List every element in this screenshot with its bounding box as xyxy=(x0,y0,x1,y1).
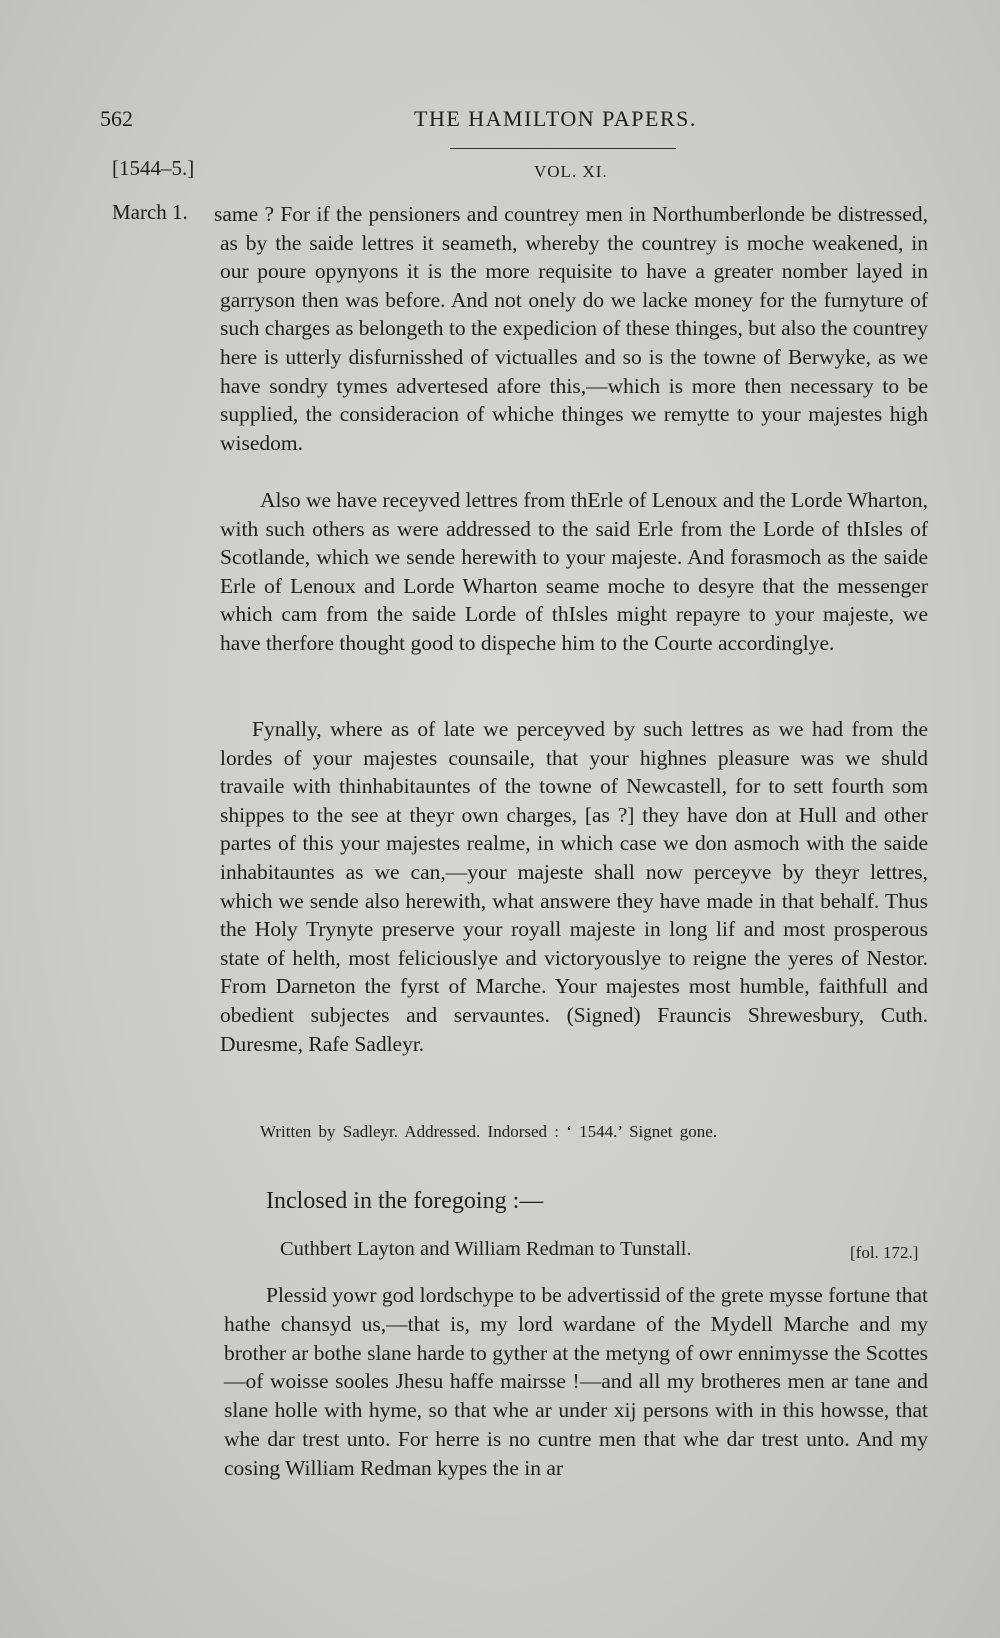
running-title: THE HAMILTON PAPERS. xyxy=(414,106,697,131)
body-paragraph-2: Also we have receyved lettres from thErle of Lenoux and the Lorde Wharton, with such others as were addressed to the said Erle from the Lorde of thIsles of Scotlande, which we sende herewith to your majeste. And forasmoch as the saide Erle of Lenoux and Lorde Wharton seame moche to desyre that the messenger which cam from the saide Lorde of thIsles might repayre to your majeste, we have therfore thought good to dispeche him to the Courte accordinglye. xyxy=(220,488,928,655)
page-number: 562 xyxy=(100,106,133,131)
body-paragraph-3: Fynally, where as of late we perceyved by such lettres as we had from the lordes of your majestes counsaile, that your highnes pleasure was we shuld travaile with thinhabitauntes of the towne of Newcastell, for to sett fourth som shippes to the see at theyr own charges, [as ?] they have don at Hull and other partes of this your majestes realme, in which case we don asmoch with the saide inhabitauntes as we can,—your majeste shall now perceyve by theyr lettres, which we sende also herewith, what answere they have made in that behalf. Thus the Holy Trynyte preserve your royall majeste in long lif and most prosperous state of helth, most feliciouslye and victoryouslye to reigne the yeres of Nestor. From Darneton the fyrst of Marche. Your majestes most humble, faithfull and obedient subjectes and servauntes. (Signed) Frauncis Shrewesbury, Cuth. Duresme, Rafe Sadleyr. xyxy=(220,717,928,1056)
editorial-note: Written by Sadleyr. Addressed. Indorsed : ‘ 1544.’ Signet gone. xyxy=(260,1122,718,1141)
enclosure-paragraph: Plessid yowr god lordschype to be advertissid of the grete mysse fortune that hathe chansyd us,—that is, my lord wardane of the Mydell Marche and my brother ar bothe slane harde to gyther at the metyng of owr ennimysse the Scottes—of woisse sooles Jhesu haffe mairsse !—and all my brotheres men ar tane and slane holle with hyme, so that whe ar under xij persons with in this howsse, that whe dar trest unto. For herre is no cuntre men that whe dar trest unto. And my cosing William Redman kypes the in ar xyxy=(224,1283,928,1480)
header-divider xyxy=(450,148,676,149)
body-paragraph-1: same ? For if the pensioners and countrey men in Northumberlonde be distressed, as by the saide lettres it seameth, whereby the countrey is moche weakened, in our poure opynyons it is the more requisite to have a greater nomber layed in garryson then was before. And not onely do we lacke money for the furnyture of such charges as belongeth to the expedicion of these thinges, but also the countrey here is utterly disfurnisshed of victualles and so is the towne of Berwyke, as we have sondry tymes advertesed afore this,—which is more then necessary to be supplied, the consideracion of whiche thinges we remytte to your majestes high wisedom. xyxy=(214,202,928,455)
margin-date: March 1. xyxy=(112,200,188,224)
date-bracket: [1544–5.] xyxy=(112,156,195,180)
enclosure-heading: Inclosed in the foregoing :— xyxy=(266,1188,544,1214)
volume-label: VOL. XI. xyxy=(534,162,608,181)
folio-reference: [fol. 172.] xyxy=(850,1243,919,1262)
letter-heading: Cuthbert Layton and William Redman to Tunstall. xyxy=(280,1238,692,1260)
